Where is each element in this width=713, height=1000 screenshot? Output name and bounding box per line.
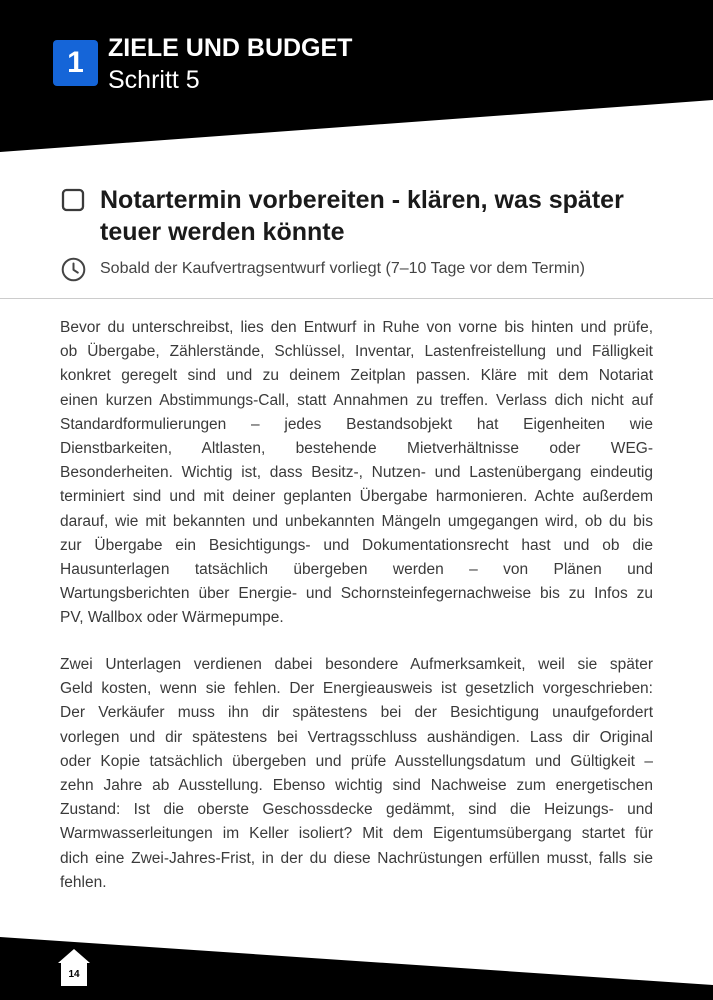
page-number-badge [57,948,91,988]
header-band [0,0,713,160]
body-text-line: PV, Wallbox oder Wärmepumpe. [60,609,284,627]
step-number-badge [53,40,98,86]
body-text-line: einen kurzen Abstimmungs-Call, statt Annahmen zu treffen. Verlass dich nicht auf [60,391,653,409]
body-text-line: Dienstbarkeiten, Altlasten, bestehende Mietverhältnisse oder WEG- [60,439,653,457]
body-text-line: oder Kopie tatsächlich übergeben und prüfe Ausstellungsdatum und Gültigkeit – [60,752,653,770]
house-icon [58,949,90,986]
body-text-line: ob Übergabe, Zählerstände, Schlüssel, Inventar, Lastenfreistellung und Fälligkeit [60,343,653,361]
body-text-line: dich eine Zwei-Jahres-Frist, in der du diese Nachrüstungen erfüllen musst, falls sie [60,849,653,867]
body-text-line: Wartungsberichten über Energie- und Schornsteinfegernachweise bis zu Infos zu [60,585,653,603]
body-text-line: terminiert sind und mit deiner geplanten Übergabe harmonieren. Achte außerdem [60,488,653,506]
page-number: 14 [68,969,80,980]
clock-icon [61,257,86,282]
checkbox-icon[interactable] [61,188,85,212]
timing-note: Sobald der Kaufvertragsentwurf vorliegt (7–10 Tage vor dem Termin) [100,260,585,277]
body-text-line: Warmwasserleitungen im Keller isoliert? Mit dem Eigentumsübergang startet für [60,825,653,843]
body-text-line: zur Übergabe ein Besichtigungs- und Dokumentationsrecht hast und ob die [60,536,653,554]
body-text-line: Der Verkäufer muss ihn dir spätestens bei der Besichtigung unaufgefordert [60,704,653,722]
body-paragraph [60,653,653,895]
body-text-line: Zustand: Ist die oberste Geschossdecke gedämmt, sind die Heizungs- und [60,801,653,819]
body-paragraph [60,316,653,630]
body-text-line: zehn Jahre ab Ausstellung. Ebenso wichtig sind Nachweise zum energetischen [60,776,653,794]
step-label: Schritt 5 [108,66,200,94]
step-number: 1 [67,46,84,79]
task-title: Notartermin vorbereiten - klären, was später teuer werden könnte [100,186,624,246]
section-title: ZIELE UND BUDGET [108,34,353,62]
body-text-line: Standardformulierungen – jedes Bestandsobjekt hat Eigenheiten wie [60,415,653,433]
body-text-line: Besonderheiten. Wichtig ist, dass Besitz-, Nutzen- und Lastenübergang eindeutig [60,464,653,482]
divider [0,298,713,299]
body-text-line: konkret geregelt sind und zu deinem Zeitplan passen. Kläre mit dem Notariat [60,367,653,385]
body-text-line: Zwei Unterlagen verdienen dabei besondere Aufmerksamkeit, weil sie später [60,656,653,673]
body-text-line: Geld kosten, wenn sie fehlen. Der Energieausweis ist gesetzlich vorgeschrieben: [60,680,653,698]
body-text-line: darauf, wie mit bekannten und unbekannten Mängeln umgegangen wird, ob du bis [60,512,653,530]
body-text-line: fehlen. [60,873,107,891]
body-text-line: Hausunterlagen tatsächlich übergeben werden – von Plänen und [60,560,653,578]
footer-band [0,935,713,1000]
body-text-line: Bevor du unterschreibst, lies den Entwurf in Ruhe von vorne bis hinten und prüfe, [60,319,653,336]
body-text-line: vorlegen und dir spätestens bei Vertragsschluss aushändigen. Lass dir Original [60,728,653,746]
